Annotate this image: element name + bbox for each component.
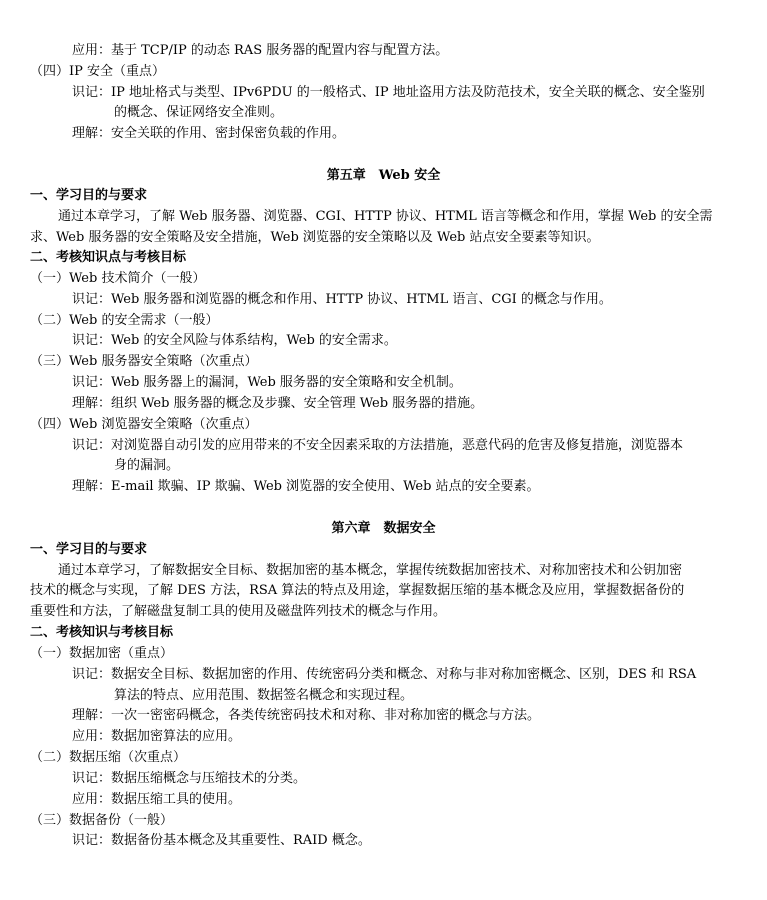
ip-security-memorize-line1: 识记：IP 地址格式与类型、IPv6PDU 的一般格式、IP 地址盗用方法及防范技术，安全关联的概念、安全鉴别	[72, 85, 705, 100]
chapter6-s2-memorize: 识记：数据压缩概念与压缩技术的分类。	[72, 771, 307, 786]
chapter5-s2-heading: （二）Web 的安全需求（一般）	[30, 313, 219, 328]
chapter6-objectives-heading: 一、学习目的与要求	[30, 542, 148, 557]
chapter5-s1-memorize: 识记：Web 服务器和浏览器的概念和作用、HTTP 协议、HTML 语言、CGI 的概念与作用。	[72, 292, 612, 307]
chapter6-objectives-line3: 重要性和方法，了解磁盘复制工具的使用及磁盘阵列技术的概念与作用。	[30, 604, 447, 619]
ip-security-understand: 理解：安全关联的作用、密封保密负载的作用。	[72, 126, 346, 141]
chapter5-s3-understand: 理解：组织 Web 服务器的概念及步骤、安全管理 Web 服务器的措施。	[72, 396, 484, 411]
chapter5-s4-heading: （四）Web 浏览器安全策略（次重点）	[30, 417, 258, 432]
chapter6-s3-memorize: 识记：数据备份基本概念及其重要性、RAID 概念。	[72, 833, 371, 848]
chapter6-objectives-line1: 通过本章学习，了解数据安全目标、数据加密的基本概念，掌握传统数据加密技术、对称加密技术和公钥加密	[58, 563, 683, 578]
chapter5-title: 第五章 Web 安全	[326, 168, 441, 183]
chapter6-title: 第六章 数据安全	[331, 521, 436, 536]
section-heading-ip-security: （四）IP 安全（重点）	[30, 64, 166, 79]
chapter6-s1-memorize-line1: 识记：数据安全目标、数据加密的作用、传统密码分类和概念、对称与非对称加密概念、区别，DES 和 RSA	[72, 667, 697, 682]
chapter6-s1-understand: 理解：一次一密密码概念，各类传统密码技术和对称、非对称加密的概念与方法。	[72, 708, 541, 723]
chapter5-s2-memorize: 识记：Web 的安全风险与体系结构，Web 的安全需求。	[72, 333, 397, 348]
chapter5-objectives-line2: 求、Web 服务器的安全策略及安全措施，Web 浏览器的安全策略以及 Web 站点安全要素等知识。	[30, 230, 600, 245]
chapter5-objectives-line1: 通过本章学习，了解 Web 服务器、浏览器、CGI、HTTP 协议、HTML 语言等概念和作用，掌握 Web 的安全需	[58, 209, 713, 224]
chapter6-knowledge-heading: 二、考核知识与考核目标	[30, 625, 174, 640]
chapter5-s4-understand: 理解：E-mail 欺骗、IP 欺骗、Web 浏览器的安全使用、Web 站点的安全要素。	[72, 479, 540, 494]
apply-line-ras: 应用：基于 TCP/IP 的动态 RAS 服务器的配置内容与配置方法。	[72, 43, 449, 58]
chapter5-objectives-heading: 一、学习目的与要求	[30, 188, 148, 203]
chapter6-s1-memorize-line2: 算法的特点、应用范围、数据签名概念和实现过程。	[114, 688, 414, 703]
chapter6-s1-heading: （一）数据加密（重点）	[30, 646, 174, 661]
chapter6-objectives-line2: 技术的概念与实现，了解 DES 方法，RSA 算法的特点及用途，掌握数据压缩的基本概念及应用，掌握数据备份的	[30, 583, 685, 598]
chapter5-knowledge-heading: 二、考核知识点与考核目标	[30, 250, 187, 265]
chapter5-s1-heading: （一）Web 技术简介（一般）	[30, 271, 206, 286]
chapter5-s4-memorize-line1: 识记：对浏览器自动引发的应用带来的不安全因素采取的方法措施，恶意代码的危害及修复措施，浏览器本	[72, 438, 684, 453]
chapter5-s4-memorize-line2: 身的漏洞。	[114, 458, 180, 473]
chapter6-s1-apply: 应用：数据加密算法的应用。	[72, 729, 242, 744]
chapter5-s3-memorize: 识记：Web 服务器上的漏洞，Web 服务器的安全策略和安全机制。	[72, 375, 462, 390]
ip-security-memorize-line2: 的概念、保证网络安全准则。	[114, 105, 284, 120]
chapter6-s3-heading: （三）数据备份（一般）	[30, 813, 174, 828]
chapter6-s2-apply: 应用：数据压缩工具的使用。	[72, 792, 242, 807]
chapter6-s2-heading: （二）数据压缩（次重点）	[30, 750, 187, 765]
chapter5-s3-heading: （三）Web 服务器安全策略（次重点）	[30, 354, 258, 369]
